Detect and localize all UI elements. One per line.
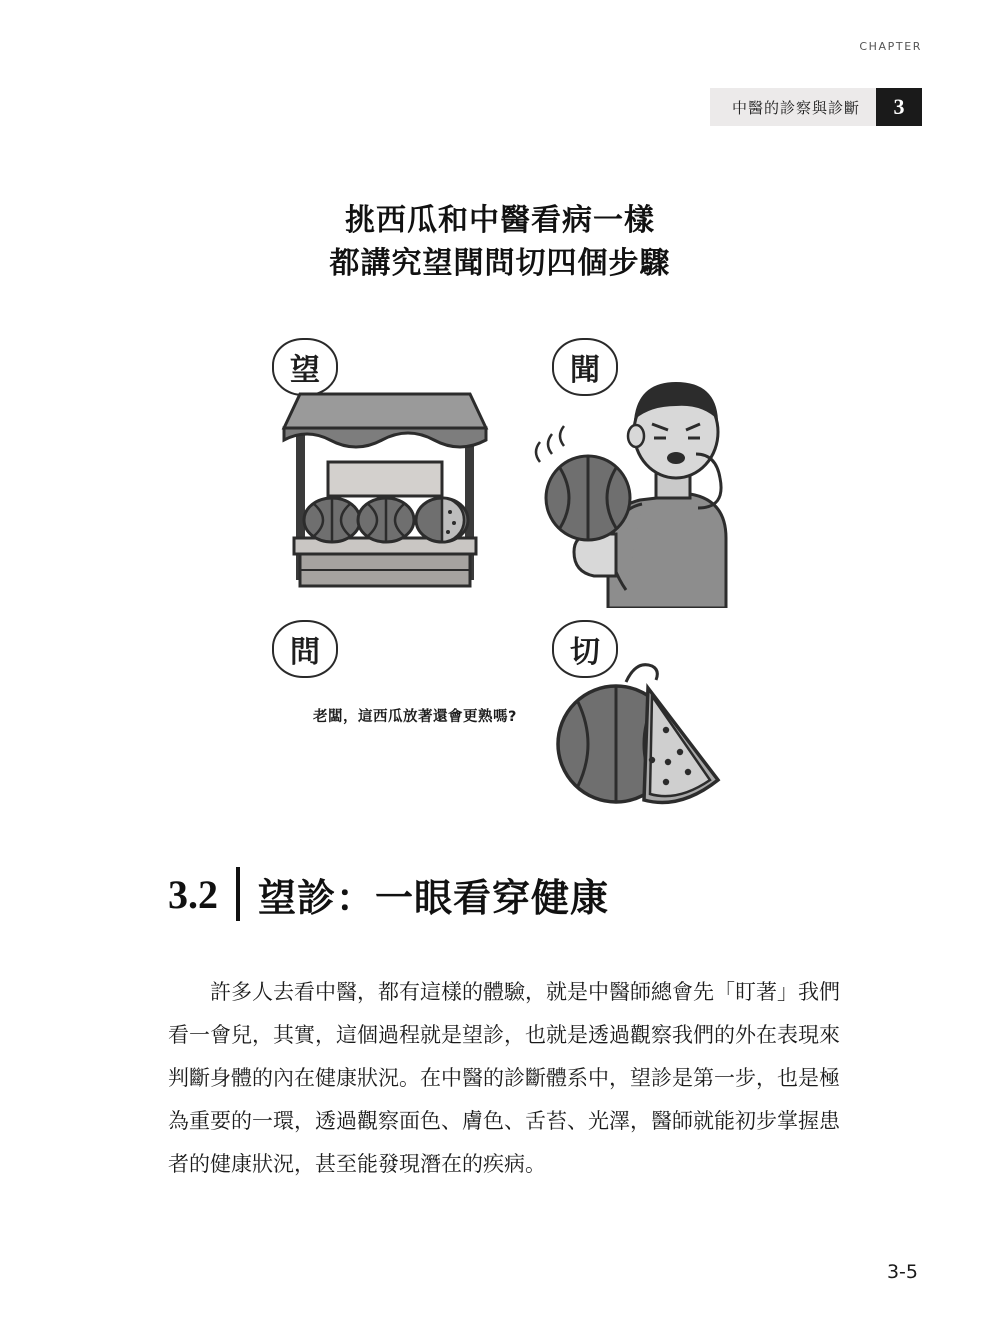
figure-title-line-2: 都講究望聞問切四個步驟: [329, 245, 671, 281]
section-title: 望診：一眼看穿健康: [258, 875, 610, 920]
running-header-title: 中醫的診察與診斷: [710, 88, 876, 126]
page-number: 3-5: [886, 1261, 918, 1283]
running-header: [710, 88, 922, 126]
section-heading: [168, 865, 609, 923]
body-paragraph: 許多人去看中醫，都有這樣的體驗，就是中醫師總會先「盯著」我們看一會兒，其實，這個過程就是望診，也就是透過觀察我們的外在表現來判斷身體的內在健康狀況。在中醫的診斷體系中，望診是第一步，也是極為重要的一環，透過觀察面色、膚色、舌苔、光澤，醫師就能初步掌握患者的健康狀況，甚至能發現潛在的疾病。: [168, 980, 840, 1177]
badge-observe: 望: [272, 338, 338, 396]
ask-caption-text: 老闆，這西瓜放著還會更熟嗎?: [313, 709, 517, 725]
badge-ask: 問: [272, 620, 338, 678]
badge-palpate: 切: [552, 620, 618, 678]
sliced-watermelon-icon: [540, 652, 740, 812]
badge-listen: 聞: [552, 338, 618, 396]
chapter-number-badge: 3: [876, 88, 922, 126]
figure-illustration-area: [0, 320, 1000, 820]
watermelon-stall-icon: [270, 370, 500, 610]
man-listening-to-watermelon-icon: [530, 358, 760, 608]
section-number: 3.2: [168, 871, 218, 917]
chapter-word-label: CHAPTER: [859, 40, 922, 53]
figure-title: [0, 200, 1000, 285]
figure-title-line-1: 挑西瓜和中醫看病一樣: [345, 203, 655, 238]
